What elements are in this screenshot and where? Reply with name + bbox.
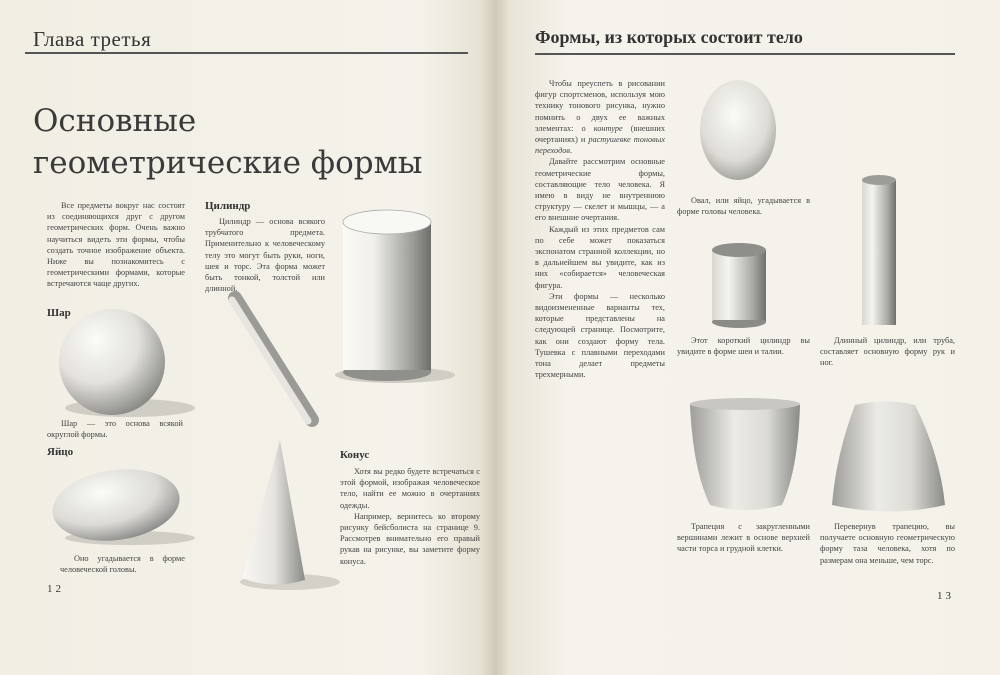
cone-heading: Конус: [340, 449, 370, 461]
cylinder-text: Цилиндр — основа всякого трубчатого предмета. Применительно к человеческому телу это могут быть руки, ноги, шея и торс. Эта форма может быть тонкой, толстой или длинной.: [205, 217, 325, 294]
short-cylinder-caption: Этот короткий цилиндр вы увидите в форме шеи и талии.: [677, 336, 810, 357]
page-number-left: 12: [47, 583, 64, 595]
inverted-trapezoid-caption: Перевернув трапецию, вы получаете основную геометрическую форму таза человека, хотя по размерам она меньше, чем торс.: [820, 522, 955, 565]
cylinder-heading: Цилиндр: [205, 200, 251, 212]
trapezoid-drawing: [690, 398, 800, 510]
right-page-heading: Формы, из которых состоит тело: [535, 27, 803, 47]
sphere-caption: Шар — это основа всякой округлой формы.: [47, 419, 183, 440]
trapezoid-caption: Трапеция с закругленными вершинами лежит в основе верхней части торса и грудной клетки.: [677, 522, 810, 554]
right-body-text: Чтобы преуспеть в рисовании фигур спортсменов, используя мою технику тонового рисунка, нужно помнить о двух ее важных элементах: о контуре (внешних очертаниях) и растушевке тоновых переходов. Давайте рассмотрим основные геометрические формы, составляющие тело человека. Я имею в виду не внутреннюю структуру — скелет и мышцы, — а его внешние очертания. Каждый из этих предметов сам по себе может показаться экспонатом странной коллекции, но в дальнейшем вы увидите, как из них «собирается» человеческая фигура. Эти формы — несколько видоизмененные варианты тех, которые представлены на следующей странице. Посмотрите, как они создают форму тела. Тушевка с плавными переходами тона делает предметы трехмерными.: [535, 79, 666, 380]
egg-heading: Яйцо: [47, 446, 74, 458]
page-number-right: 13: [937, 590, 954, 602]
intro-text: Все предметы вокруг нас состоят из соединяющихся друг с другом геометрических форм. Очень важно научиться видеть эти формы, чтобы создать точное изображение объекта. Ниже вы познакомитесь с геометрическими формами, которые встречаются чаще других.: [47, 201, 185, 289]
long-cylinder-drawing: [862, 175, 896, 325]
cone-text: Хотя вы редко будете встречаться с этой формой, изображая человеческое тело, найти ее можно в очертаниях одежды. Например, вернитесь ко второму рисунку бейсболиста на странице 9. Рассмотрев внимательно его правый рукав на рисунке, вы заметите форму конуса.: [340, 467, 480, 566]
short-cylinder-drawing: [712, 243, 766, 328]
sphere-heading: Шар: [47, 307, 71, 319]
page-title: Основные геометрические формы: [33, 103, 423, 181]
oval-drawing: [700, 80, 776, 180]
oval-caption: Овал, или яйцо, угадывается в форме головы человека.: [677, 196, 810, 217]
long-cylinder-caption: Длинный цилиндр, или труба, составляет основную форму рук и ног.: [820, 336, 955, 368]
chapter-title: Глава третья: [33, 27, 152, 51]
egg-caption: Оно угадывается в форме человеческой головы.: [60, 554, 185, 575]
inverted-trapezoid-drawing: [832, 402, 945, 512]
